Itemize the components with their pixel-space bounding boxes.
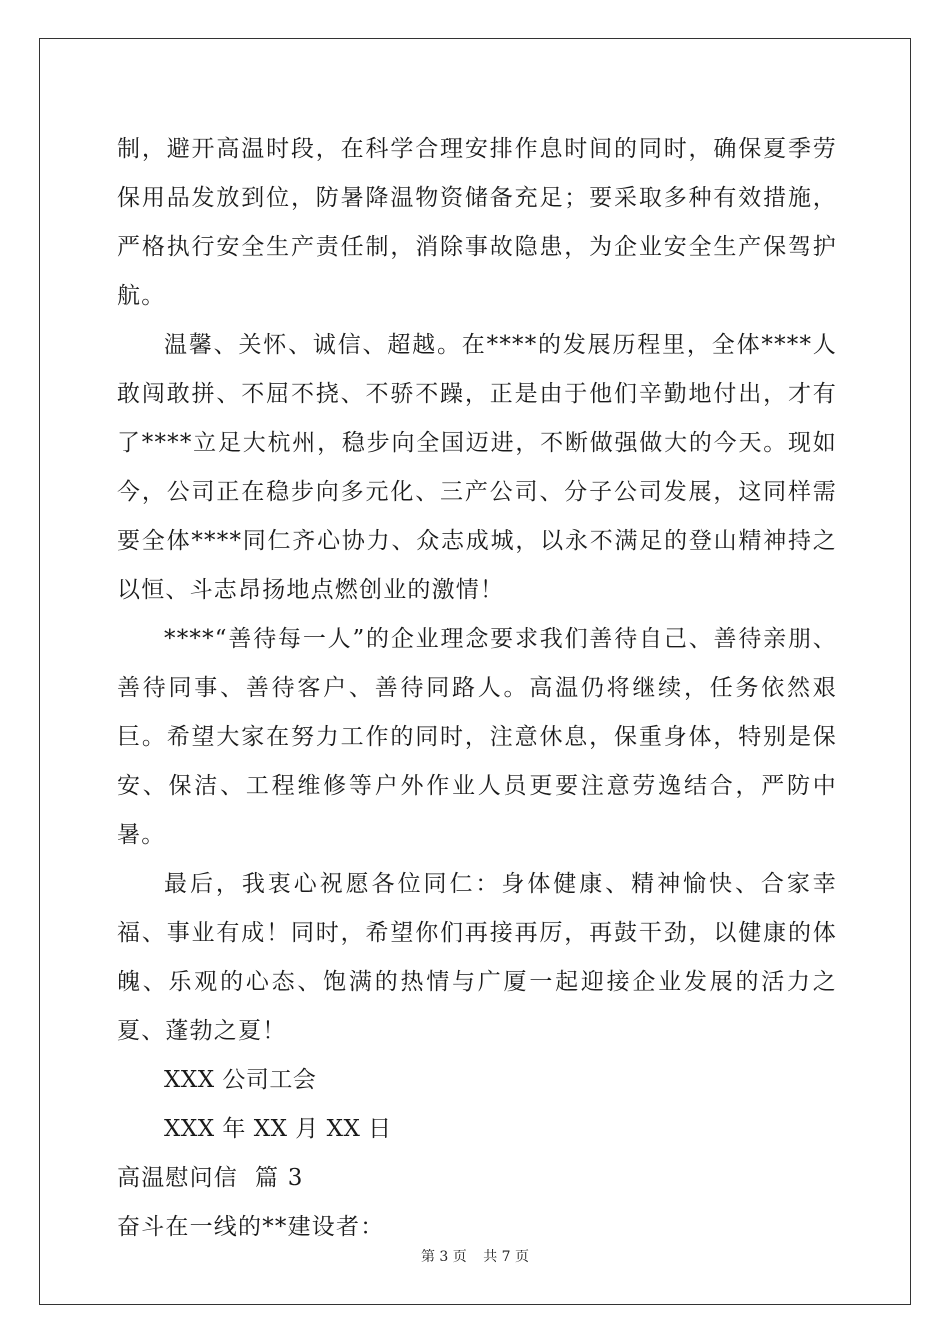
page-footer (0, 1246, 950, 1266)
paragraph-company-philosophy: ****“善待每一人”的企业理念要求我们善待自己、善待亲朋、善待同事、善待客户、善待同路人。高温仍将继续，任务依然艰巨。希望大家在努力工作的同时，注意休息，保重身体，特别是保安、保洁、工程维修等户外作业人员更要注意劳逸结合，严防中暑。 (117, 626, 837, 848)
signature-date: XXX 年 XX 月 XX 日 (164, 1116, 392, 1142)
page-number: 第 3 页 (420, 1249, 467, 1265)
paragraph-company-values: 温馨、关怀、诚信、超越。在****的发展历程里，全体****人敢闯敢拼、不屈不挠、不骄不躁，正是由于他们辛勤地付出，才有了****立足大杭州，稳步向全国迈进，不断做强做大的今天。现如今，公司正在稳步向多元化、三产公司、分子公司发展，这同样需要全体****同仁齐心协力、众志成城，以永不满足的登山精神持之以恒、斗志昂扬地点燃创业的激情！ (117, 332, 837, 603)
paragraph-closing-wishes: 最后，我衷心祝愿各位同仁：身体健康、精神愉快、合家幸福、事业有成！同时，希望你们再接再厉，再鼓干劲，以健康的体魄、乐观的心态、饱满的热情与广厦一起迎接企业发展的活力之夏、蓬勃之夏！ (117, 871, 837, 1044)
page-total: 共 7 页 (483, 1249, 530, 1265)
document-body (117, 125, 837, 1252)
section-title: 高温慰问信 篇 3 (117, 1165, 304, 1191)
signature-organization: XXX 公司工会 (164, 1067, 317, 1093)
paragraph-continuation: 制，避开高温时段，在科学合理安排作息时间的同时，确保夏季劳保用品发放到位，防暑降温物资储备充足；要采取多种有效措施，严格执行安全生产责任制，消除事故隐患，为企业安全生产保驾护航。 (117, 136, 837, 309)
salutation: 奋斗在一线的**建设者： (117, 1214, 385, 1240)
